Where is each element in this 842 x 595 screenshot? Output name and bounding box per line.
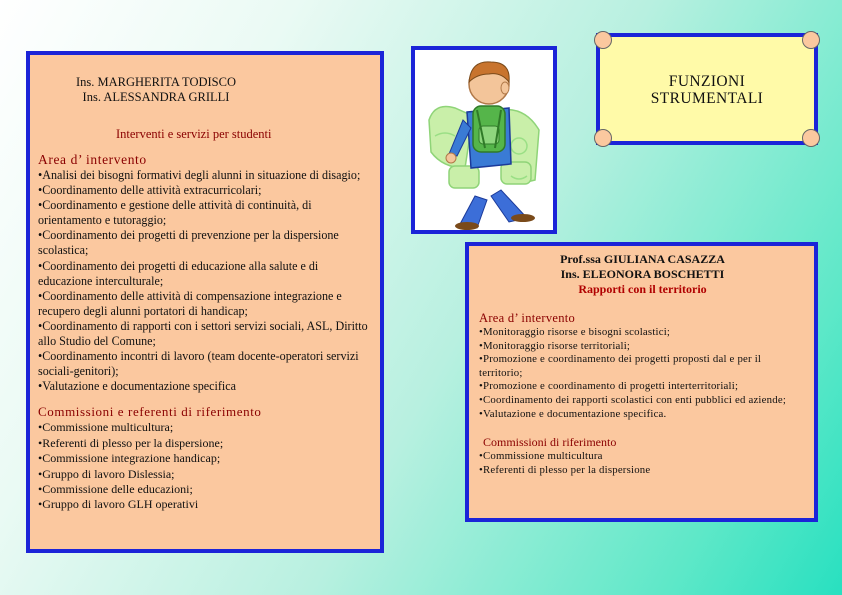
left-area-list (38, 168, 374, 394)
list-item: • Promozione e coordinamento di progetti interterritoriali; (479, 380, 806, 394)
left-staff-names (38, 75, 274, 105)
list-item: • Coordinamento delle attività di compensazione integrazione e recupero degli alunni portatori di handicap; (38, 289, 374, 319)
list-item: • Coordinamento incontri di lavoro (team docente-operatori servizi sociali-genitori); (38, 349, 374, 379)
left-commission-title: Commissioni e referenti di riferimento (38, 404, 262, 420)
corner-circle-icon (594, 31, 612, 49)
right-function-subtitle: Rapporti con il territorio (578, 282, 707, 296)
list-item: • Coordinamento dei progetti di educazione alla salute e di educazione interculturale; (38, 259, 374, 289)
left-area-title: Area d’ intervento (38, 152, 147, 167)
page-title-line-1: FUNZIONI (668, 73, 746, 90)
student-illustration-icon (415, 50, 553, 230)
page-title (600, 73, 814, 107)
list-item: • Gruppo di lavoro Dislessia; (38, 467, 374, 482)
list-item: • Coordinamento dei progetti di prevenzione per la dispersione scolastica; (38, 228, 374, 258)
list-item: • Coordinamento di rapporti con i settori servizi sociali, ASL, Diritto allo Studio del Comune; (38, 319, 374, 349)
right-area-list (479, 326, 806, 421)
right-staff-name-2: Ins. ELEONORA BOSCHETTI (560, 267, 725, 281)
list-item: • Commissione multicultura (479, 450, 806, 464)
corner-circle-icon (594, 129, 612, 147)
corner-circle-icon (802, 31, 820, 49)
list-item: • Commissione integrazione handicap; (38, 451, 374, 466)
list-item: • Coordinamento delle attività extracurricolari; (38, 183, 374, 198)
title-card (596, 33, 818, 145)
corner-circle-icon (802, 129, 820, 147)
list-item: • Commissione delle educazioni; (38, 482, 374, 497)
list-item: • Monitoraggio risorse e bisogni scolastici; (479, 326, 806, 340)
left-function-subtitle: Interventi e servizi per studenti (116, 127, 272, 141)
left-commission-list (38, 420, 374, 512)
list-item: • Referenti di plesso per la dispersione (479, 464, 806, 478)
list-item: • Gruppo di lavoro GLH operativi (38, 497, 374, 512)
list-item: • Analisi dei bisogni formativi degli alunni in situazione di disagio; (38, 168, 374, 183)
list-item: • Monitoraggio risorse territoriali; (479, 340, 806, 354)
page-title-line-2: STRUMENTALI (650, 90, 764, 107)
list-item: • Promozione e coordinamento dei progetti proposti dal e per il territorio; (479, 353, 806, 380)
list-item: • Coordinamento dei rapporti scolastici con enti pubblici ed aziende; (479, 394, 806, 408)
right-area-title: Area d’ intervento (479, 311, 576, 325)
right-staff-names (479, 252, 806, 282)
illustration-frame (411, 46, 557, 234)
list-item: • Commissione multicultura; (38, 420, 374, 435)
list-item: • Coordinamento e gestione delle attività di continuità, di orientamento e tutoraggio; (38, 198, 374, 228)
left-info-panel (26, 51, 384, 553)
left-staff-name-2: Ins. ALESSANDRA GRILLI (82, 90, 230, 104)
list-item: • Valutazione e documentazione specifica. (479, 408, 806, 422)
list-item: • Valutazione e documentazione specifica (38, 379, 374, 394)
left-staff-name-1: Ins. MARGHERITA TODISCO (75, 75, 236, 89)
list-item: • Referenti di plesso per la dispersione; (38, 436, 374, 451)
right-commission-title: Commissioni di riferimento (483, 435, 617, 450)
right-info-panel (465, 242, 818, 522)
right-commission-list (479, 450, 806, 477)
right-staff-name-1: Prof.ssa GIULIANA CASAZZA (560, 252, 725, 266)
